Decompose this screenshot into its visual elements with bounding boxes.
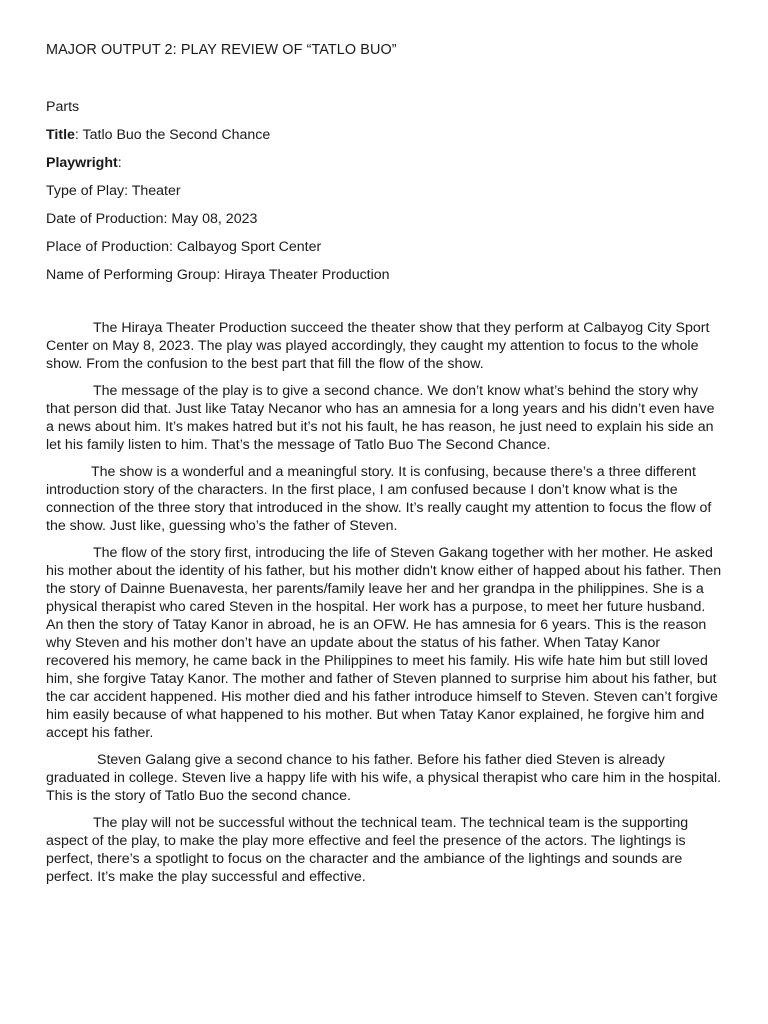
document-heading: MAJOR OUTPUT 2: PLAY REVIEW OF “TATLO BUO” [46, 42, 397, 58]
review-body [46, 320, 722, 896]
review-paragraph-second-chance: Steven Galang give a second chance to his father. Before his father died Steven is already graduated in college. Steven live a happy life with his wife, a physical therapist who care him in the hospital. This is the story of Tatlo Buo the second chance. [46, 751, 722, 804]
playwright-label: Playwright [46, 155, 118, 171]
review-paragraph-show: The show is a wonderful and a meaningful story. It is confusing, because there’s a three different introduction story of the characters. In the first place, I am confused because I don’t know what is the connection of the three story that introduced in the show. It’s really caught my attention to focus the flow of the show. Just like, guessing who’s the father of Steven. [46, 464, 712, 535]
review-paragraph-technical: The play will not be successful without the technical team. The technical team is the supporting aspect of the play, to make the play more effective and feel the presence of the actors. The lightings is perfect, there’s a spotlight to focus on the character and the ambiance of the lightings and sounds are perfect. It’s make the play successful and effective. [46, 815, 689, 885]
title-label: Title [46, 127, 75, 143]
review-paragraph-message: The message of the play is to give a second chance. We don’t know what’s behind the story why that person did that. Just like Tatay Necanor who has an amnesia for a long years and his didn’t even have a news about him. It’s makes hatred but it’s not his fault, he has reason, he just need to explain his side an let his family listen to him. That’s the message of Tatlo Buo The Second Chance. [46, 383, 715, 453]
playwright-field [46, 154, 726, 182]
parts-section [46, 98, 726, 294]
type-of-play-field: Type of Play: Theater [46, 183, 181, 199]
title-value: : Tatlo Buo the Second Chance [74, 127, 271, 143]
playwright-value: : [117, 155, 122, 171]
place-of-production-field: Place of Production: Calbayog Sport Center [46, 239, 322, 255]
review-paragraph-intro: The Hiraya Theater Production succeed the theater show that they perform at Calbayog City Sport Center on May 8, 2023. The play was played accordingly, they caught my attention to focus to the whole show. From the confusion to the best part that fill the flow of the show. [46, 320, 710, 372]
date-of-production-field: Date of Production: May 08, 2023 [46, 211, 258, 227]
performing-group-field: Name of Performing Group: Hiraya Theater Production [46, 267, 390, 283]
title-field [46, 126, 726, 154]
review-paragraph-flow: The flow of the story first, introducing the life of Steven Gakang together with her mother. He asked his mother about the identity of his father, but his mother didn't know either of happed about his father. Then the story of Dainne Buenavesta, her parents/family leave her and her grandpa in the philippines. She is a physical therapist who cared Steven in the hospital. Her work has a purpose, to meet her future husband. An then the story of Tatay Kanor in abroad, he is an OFW. He has amnesia for 6 years. This is the reason why Steven and his mother don’t have an update about the status of his father. When Tatay Kanor recovered his memory, he came back in the Philippines to meet his family. His wife hate him but still loved him, she forgive Tatay Kanor. The mother and father of Steven planned to surprise him about his father, but the car accident happened. His mother died and his father introduce himself to Steven. Steven can’t forgive him easily because of what happened to his mother. But when Tatay Kanor explained, he forgive him and accept his father. [46, 545, 722, 741]
parts-label: Parts [46, 99, 80, 115]
